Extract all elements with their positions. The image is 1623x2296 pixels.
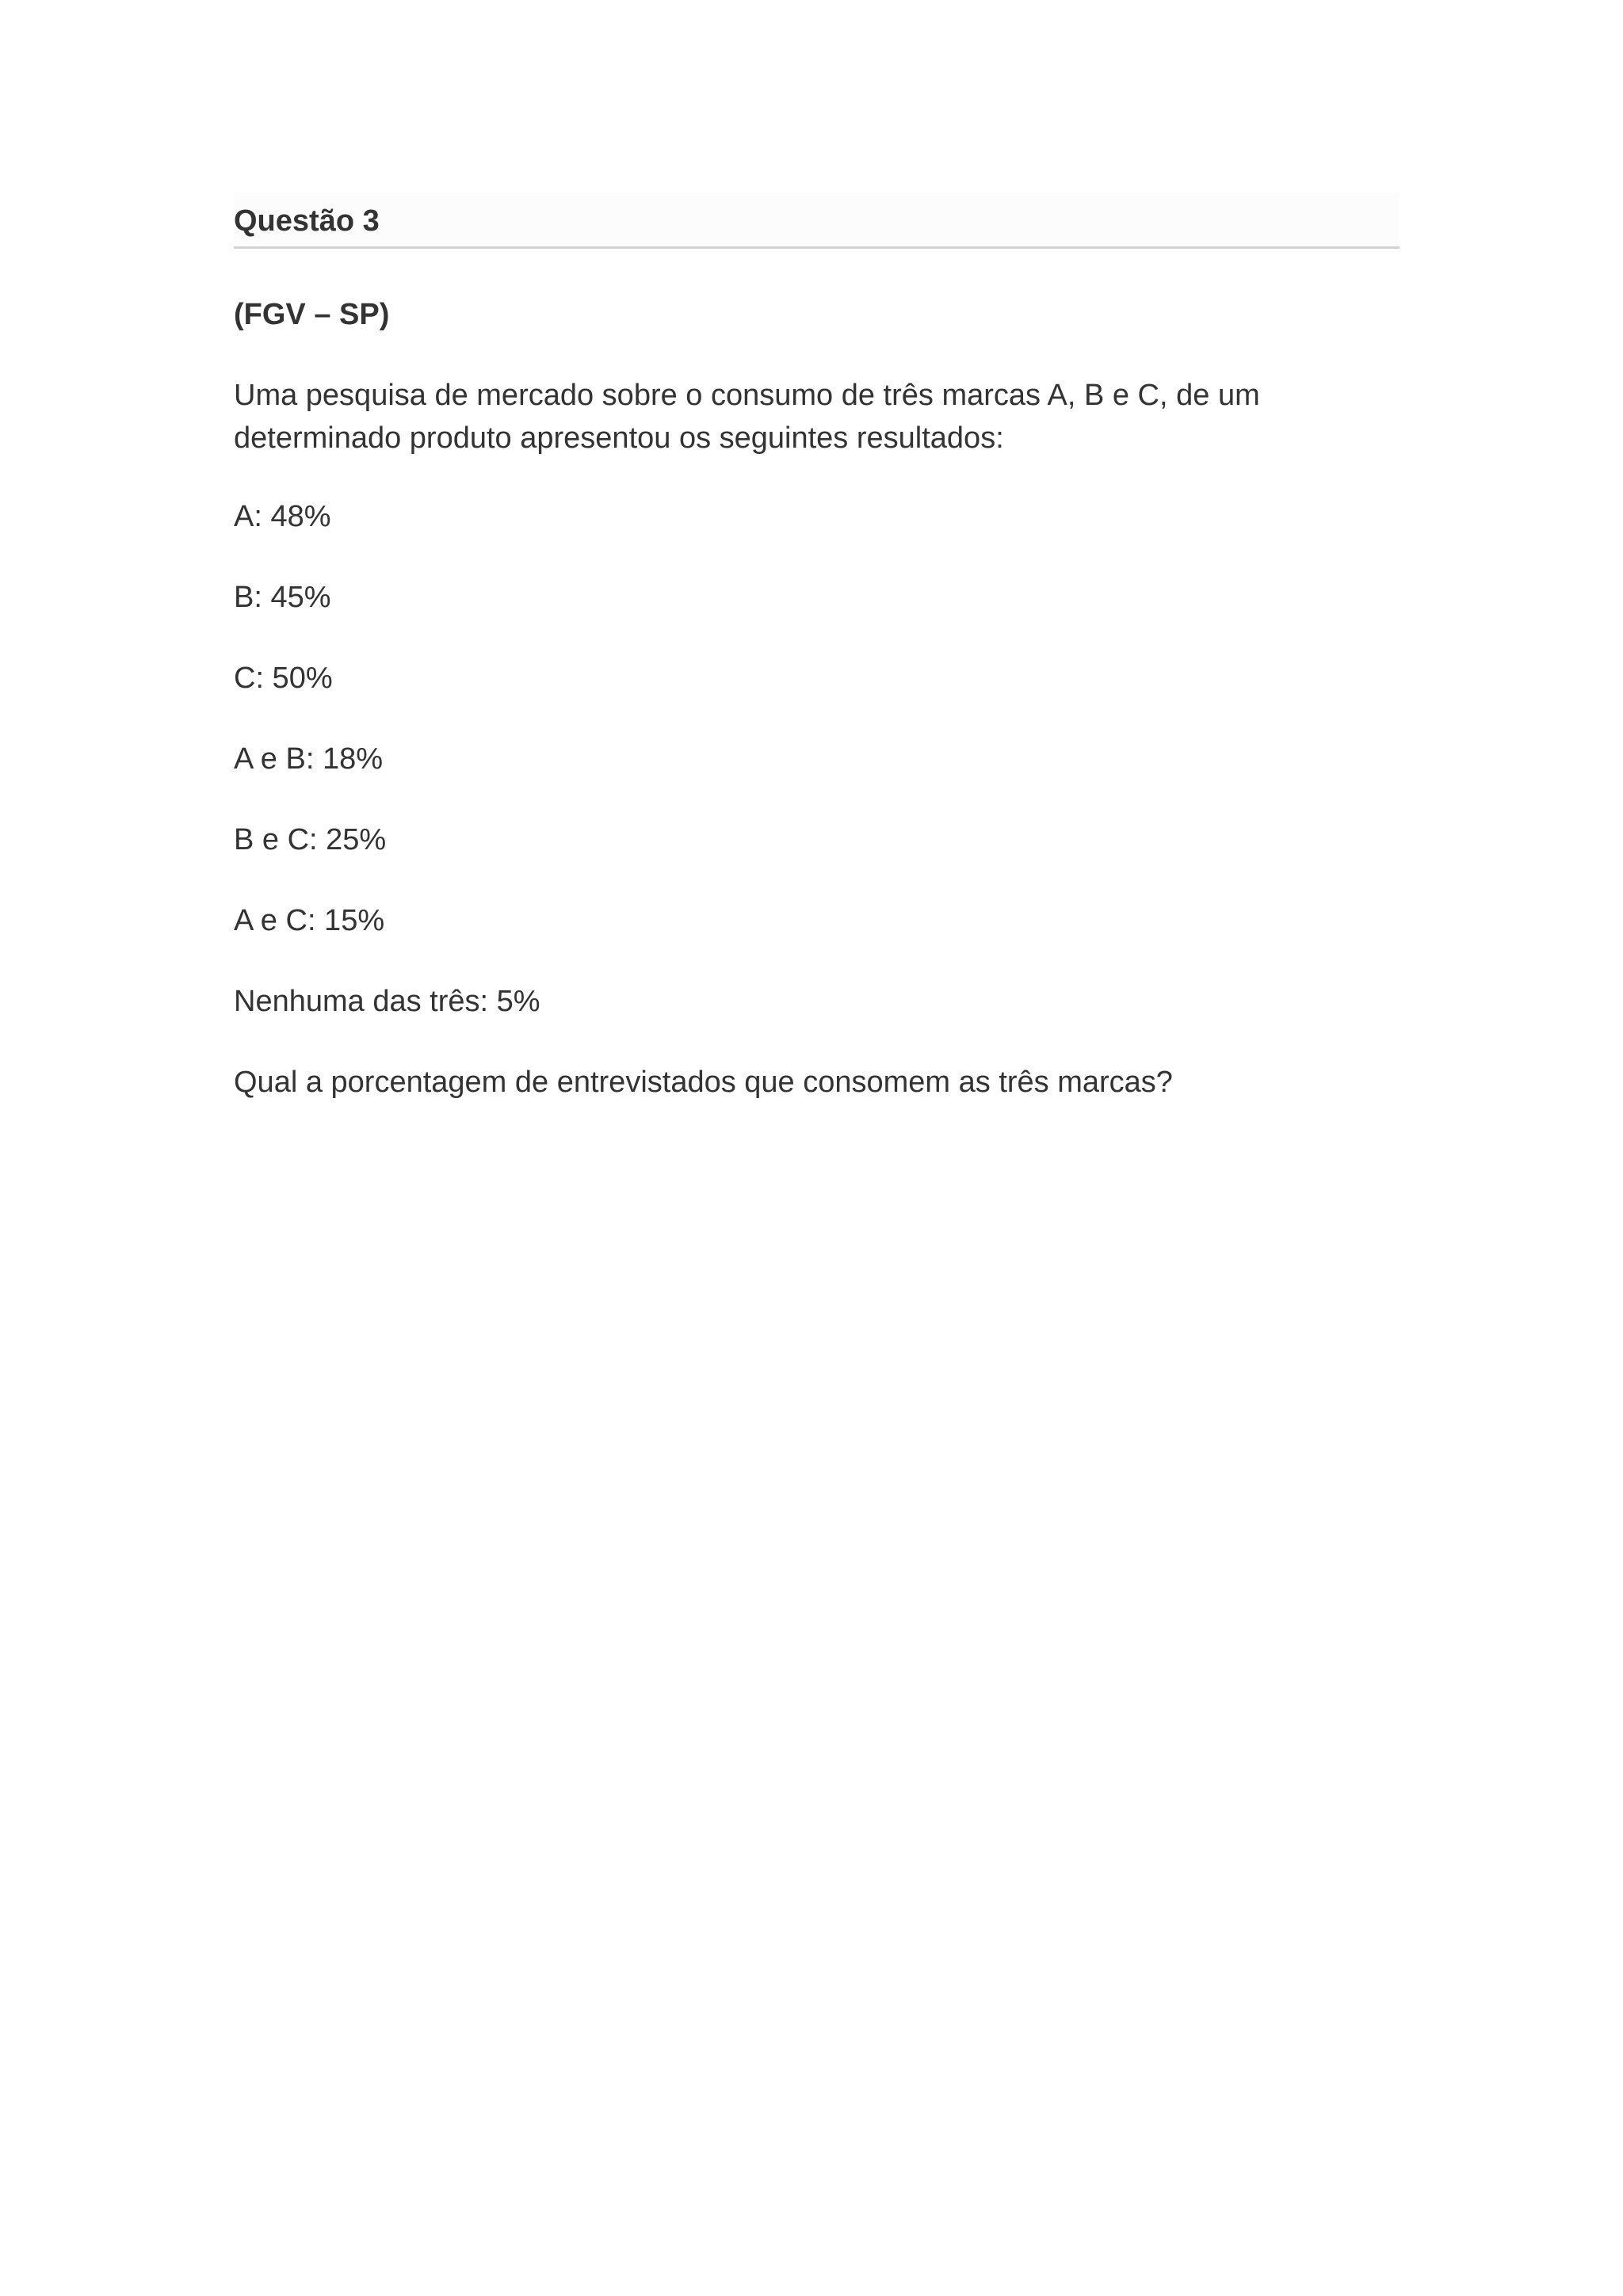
question-intro: Uma pesquisa de mercado sobre o consumo de três marcas A, B e C, de um determinado produto apresentou os seguintes resultados: (234, 379, 1260, 455)
question-header (234, 193, 1400, 249)
result-b: B: 45% (234, 581, 331, 614)
result-b-and-c: B e C: 25% (234, 823, 387, 856)
result-c: C: 50% (234, 662, 333, 695)
question-title: Questão 3 (234, 204, 380, 238)
question-prompt: Qual a porcentagem de entrevistados que consomem as três marcas? (234, 1066, 1173, 1099)
result-none: Nenhuma das três: 5% (234, 985, 540, 1018)
result-a-and-b: A e B: 18% (234, 742, 384, 776)
result-a: A: 48% (234, 500, 331, 533)
result-a-and-c: A e C: 15% (234, 904, 385, 937)
question-source: (FGV – SP) (234, 298, 390, 331)
question-page (234, 193, 1400, 1099)
